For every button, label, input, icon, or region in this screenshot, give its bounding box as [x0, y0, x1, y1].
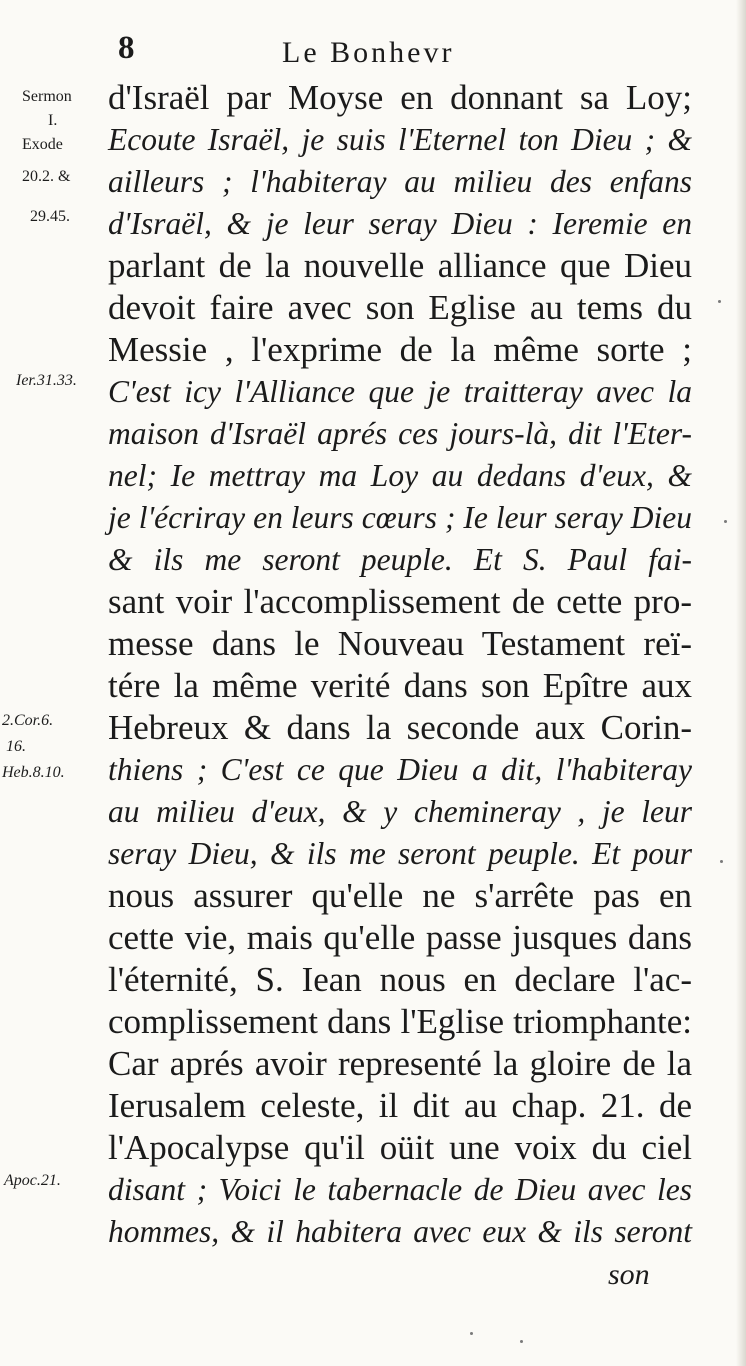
- text-line: thiens ; C'est ce que Dieu a dit, l'habiteray: [108, 752, 692, 787]
- text-line: nel; Ie mettray ma Loy au dedans d'eux, &: [108, 458, 692, 493]
- text-line: Car aprés avoir representé la gloire de la: [108, 1044, 692, 1083]
- text-line: d'Israël par Moyse en donnant sa Loy;: [108, 78, 692, 117]
- text-line: parlant de la nouvelle alliance que Dieu: [108, 246, 692, 285]
- text-line: Ecoute Israël, je suis l'Eternel ton Dieu ; &: [108, 122, 692, 157]
- text-line: l'éternité, S. Iean nous en declare l'ac-: [108, 960, 692, 999]
- margin-note: 20.2. &: [22, 168, 71, 185]
- paper-speck: [724, 520, 727, 523]
- text-line: Hebreux & dans la seconde aux Corin-: [108, 708, 692, 747]
- page-edge-shadow: [736, 0, 746, 1366]
- paper-speck: [520, 1340, 523, 1343]
- text-line: l'Apocalypse qu'il oüit une voix du ciel: [108, 1128, 692, 1167]
- text-line: cette vie, mais qu'elle passe jusques dans: [108, 918, 692, 957]
- margin-note: Exode: [22, 136, 63, 153]
- text-line: C'est icy l'Alliance que je traitteray avec la: [108, 374, 692, 409]
- text-line: devoit faire avec son Eglise au tems du: [108, 288, 692, 327]
- margin-note: 16.: [6, 738, 26, 755]
- text-line: messe dans le Nouveau Testament reï-: [108, 624, 692, 663]
- text-line: je l'écriray en leurs cœurs ; Ie leur seray Dieu: [108, 500, 692, 535]
- paper-speck: [718, 300, 721, 303]
- running-title: Le Bonhevr: [282, 36, 455, 69]
- text-line: maison d'Israël aprés ces jours-là, dit l'Eter-: [108, 416, 692, 451]
- page-header: [0, 30, 746, 80]
- margin-note: I.: [48, 112, 58, 129]
- margin-note: 2.Cor.6.: [2, 712, 54, 729]
- margin-note: Apoc.21.: [4, 1172, 61, 1189]
- text-line: d'Israël, & je leur seray Dieu : Ieremie en: [108, 206, 692, 241]
- text-line: Messie , l'exprime de la même sorte ;: [108, 330, 692, 369]
- text-line: disant ; Voici le tabernacle de Dieu avec les: [108, 1172, 692, 1207]
- text-line: au milieu d'eux, & y chemineray , je leur: [108, 794, 692, 829]
- margin-note: Heb.8.10.: [2, 764, 65, 781]
- text-line: complissement dans l'Eglise triomphante:: [108, 1002, 692, 1041]
- margin-note: 29.45.: [30, 208, 70, 225]
- margin-note: Sermon: [22, 88, 72, 105]
- text-line: tére la même verité dans son Epître aux: [108, 666, 692, 705]
- text-line: sant voir l'accomplissement de cette pro-: [108, 582, 692, 621]
- text-line: nous assurer qu'elle ne s'arrête pas en: [108, 876, 692, 915]
- text-line: Ierusalem celeste, il dit au chap. 21. de: [108, 1086, 692, 1125]
- paper-speck: [470, 1332, 473, 1335]
- text-line: seray Dieu, & ils me seront peuple. Et pour: [108, 836, 692, 871]
- text-line: & ils me seront peuple. Et S. Paul fai-: [108, 542, 692, 577]
- margin-note: Ier.31.33.: [16, 372, 77, 389]
- page-number: 8: [118, 30, 135, 66]
- paper-speck: [720, 860, 723, 863]
- text-line: hommes, & il habitera avec eux & ils seront: [108, 1214, 692, 1249]
- catchword: son: [608, 1258, 650, 1291]
- text-line: ailleurs ; l'habiteray au milieu des enfans: [108, 164, 692, 199]
